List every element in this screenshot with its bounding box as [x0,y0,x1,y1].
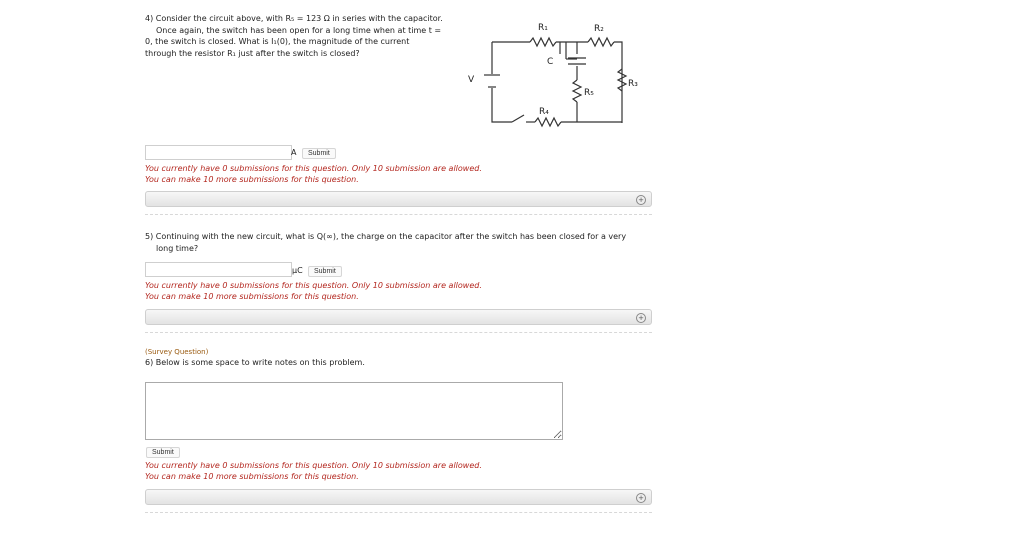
q4-expand-bar[interactable] [145,191,652,207]
label-c: C [547,57,554,67]
q5-expand-bar[interactable] [145,309,652,325]
q4-warning [145,163,482,185]
q5-answer-input[interactable] [145,262,292,277]
plus-circle-icon[interactable]: + [636,313,646,323]
question-4-text [145,13,475,59]
plus-circle-icon[interactable]: + [636,493,646,503]
circuit-diagram [460,14,660,134]
notes-textarea[interactable] [145,382,563,440]
survey-label: (Survey Question) [145,348,209,356]
q6-warning-line: You can make 10 more submissions for this question. [145,472,359,481]
label-r5: R₅ [584,88,594,98]
separator [145,512,652,513]
q6-expand-bar[interactable] [145,489,652,505]
separator [145,214,652,215]
separator [145,332,652,333]
q4-warning-line: You currently have 0 submissions for this question. Only 10 submission are allowed. [145,164,482,173]
q6-warning [145,460,482,482]
q4-answer-input[interactable] [145,145,292,160]
q4-line: 0, the switch is closed. What is I₁(0), the magnitude of the current [145,37,410,46]
q6-warning-line: You currently have 0 submissions for this question. Only 10 submission are allowed. [145,461,482,470]
q4-line: 4) Consider the circuit above, with R₅ = 123 Ω in series with the capacitor. [145,14,443,23]
q5-warning-line: You currently have 0 submissions for this question. Only 10 submission are allowed. [145,281,482,290]
q5-submit-button[interactable]: Submit [308,266,342,277]
question-5-text [145,231,665,254]
label-v: V [468,75,475,85]
q5-warning-line: You can make 10 more submissions for this question. [145,292,359,301]
q5-line: long time? [156,243,199,253]
q4-submit-button[interactable]: Submit [302,148,336,159]
label-r3: R₃ [628,79,638,89]
label-r4: R₄ [539,107,549,117]
q4-warning-line: You can make 10 more submissions for this question. [145,175,359,184]
q5-warning [145,280,482,302]
resistor-r4 [535,118,561,126]
q6-submit-button[interactable]: Submit [146,447,180,458]
q4-line: through the resistor R₁ just after the switch is closed? [145,48,360,58]
q4-line: Once again, the switch has been open for a long time when at time t = [156,25,442,35]
q5-unit: μC [292,266,303,275]
label-r1: R₁ [538,23,548,33]
resistor-r2 [588,38,614,46]
q5-line: 5) Continuing with the new circuit, what is Q(∞), the charge on the capacitor after the switch has been closed for a very [145,232,627,241]
resistor-r1 [530,38,556,46]
question-6-text: 6) Below is some space to write notes on this problem. [145,358,365,367]
q4-unit: A [291,148,297,157]
label-r2: R₂ [594,24,604,34]
plus-circle-icon[interactable]: + [636,195,646,205]
